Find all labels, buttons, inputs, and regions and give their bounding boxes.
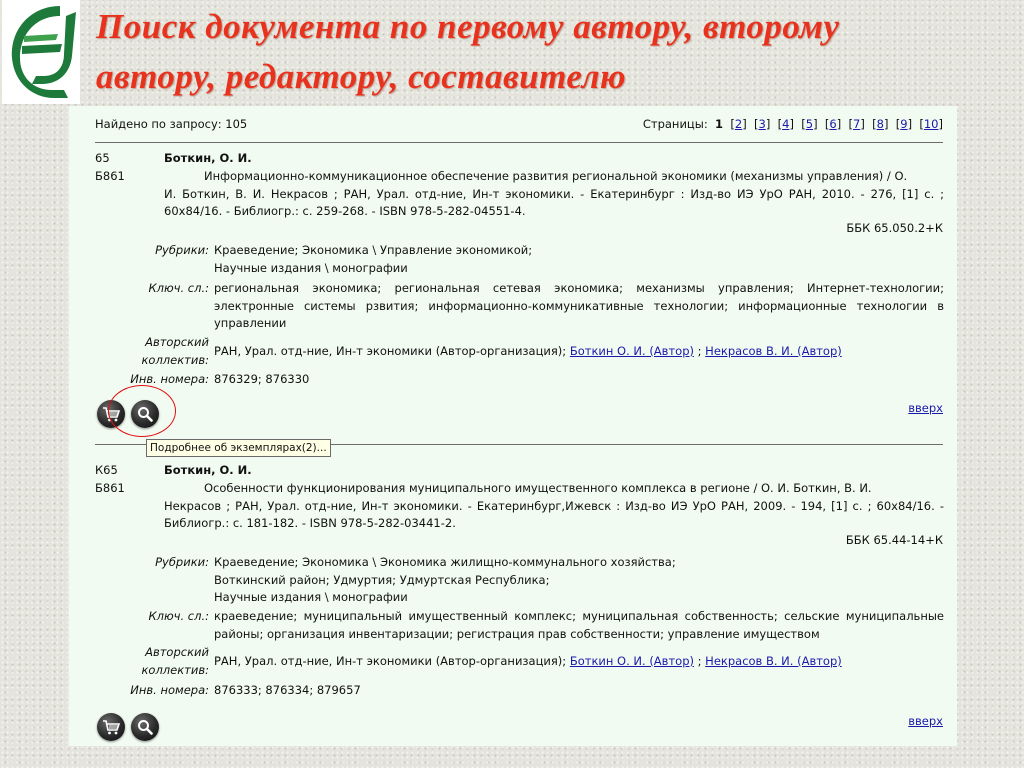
page-link-2[interactable]: 2 (734, 117, 743, 131)
record-1-author: Боткин, О. И. (164, 151, 252, 165)
page-link-4[interactable]: 4 (782, 117, 790, 131)
page-link-5[interactable]: 5 (805, 117, 814, 131)
page-link-10[interactable]: 10 (923, 117, 939, 131)
record-1-rubric: Научные издания \ монографии (214, 260, 408, 275)
record-1 (69, 150, 957, 450)
record-1-description (164, 168, 944, 221)
record-2-collective-label-l1: Авторский (145, 645, 209, 659)
record-1-description-first: Информационно-коммуникационное обеспечение развития региональной экономики (механизмы управления) / О. (204, 169, 908, 183)
details-tooltip: Подробнее об экземплярах(2)... (146, 439, 331, 457)
logo (2, 0, 80, 104)
slide-title (96, 2, 996, 102)
record-1-rubrics-label: Рубрики: (155, 243, 209, 257)
results-count-label: Найдено по запросу: (95, 117, 222, 131)
pagination-label: Страницы: (642, 117, 708, 131)
record-1-inv-label: Инв. номера: (130, 372, 209, 386)
record-2-collective-label (69, 644, 209, 679)
record-1-collective-label (69, 334, 209, 369)
record-2-cart-button[interactable] (97, 713, 125, 741)
pagination-current: 1 (715, 117, 724, 131)
record-2 (69, 462, 957, 746)
record-1-author-link-botkin[interactable]: Боткин О. И. (Автор) (569, 344, 694, 358)
record-2-author-link-nekrasov[interactable]: Некрасов В. И. (Автор) (705, 654, 842, 668)
record-1-keywords: региональная экономика; региональная сетевая экономика; механизмы управления; Интернет-технологии; электронные системы рзвития; информационно-коммуникативные технологии; информационные технологии в управлении (214, 281, 944, 331)
page-link-8[interactable]: 8 (876, 117, 884, 131)
record-1-collective-org: РАН, Урал. отд-ние, Ин-т экономики (Автор-организация); (214, 344, 567, 358)
slide-title-line-1: Поиск документа по первому автору, второму (96, 7, 840, 46)
record-1-collective-label-l2: коллектив: (141, 352, 209, 367)
record-2-author-link-botkin[interactable]: Боткин О. И. (Автор) (569, 654, 694, 668)
record-1-description-rest: И. Боткин, В. И. Некрасов ; РАН, Урал. отд-ние, Ин-т экономики. - Екатеринбург : Изд-во ИЭ УрО РАН, 2010. - 276, [1] с. ; 60x84/16. - Библиогр.: с. 259-268. - ISBN 978-5-282-04551-4. (164, 186, 944, 219)
record-2-code1: К65 (95, 463, 118, 477)
record-2-collective-org: РАН, Урал. отд-ние, Ин-т экономики (Автор-организация); (214, 654, 567, 668)
record-2-rubrics-label: Рубрики: (155, 555, 209, 569)
logo-icon (2, 0, 80, 104)
record-1-rubric: Краеведение; Экономика \ Управление экономикой; (214, 243, 533, 257)
record-1-collective: РАН, Урал. отд-ние, Ин-т экономики (Автор-организация); Боткин О. И. (Автор) ; Некрасов В. И. (Автор) (214, 344, 842, 358)
record-2-rubric: Научные издания \ монографии (214, 590, 408, 605)
record-2-author: Боткин, О. И. (164, 463, 252, 477)
results-count (95, 116, 247, 134)
record-2-rubrics (214, 554, 944, 607)
record-1-up-link[interactable]: вверх (908, 401, 943, 415)
record-2-collective-label-l2: коллектив: (141, 662, 209, 677)
record-2-collective: РАН, Урал. отд-ние, Ин-т экономики (Автор-организация); Боткин О. И. (Автор) ; Некрасов В. И. (Автор) (214, 654, 842, 668)
record-1-inv: 876329; 876330 (214, 372, 310, 386)
cart-icon (102, 719, 120, 735)
record-2-inv-label: Инв. номера: (130, 683, 209, 697)
search-results-panel (68, 106, 957, 746)
record-2-rubric: Краеведение; Экономика \ Экономика жилищно-коммунального хозяйства; (214, 555, 676, 569)
record-1-author-link-nekrasov[interactable]: Некрасов В. И. (Автор) (705, 344, 842, 358)
pagination: Страницы: 1 [2] [3] [4] [5] [6] [7] [8] [9] [10] (642, 117, 943, 131)
record-2-description (164, 480, 944, 533)
record-1-code2: Б861 (95, 169, 125, 183)
record-2-keywords: краеведение; муниципальный имущественный комплекс; муниципальная собственность; сельские муниципальные районы; организация инвентаризации; регистрация прав собственности; управление имуществом (214, 609, 944, 641)
slide-title-line-2: автору, редактору, составителю (96, 57, 627, 96)
header-divider (95, 142, 943, 143)
results-count-value: 105 (225, 117, 248, 131)
record-2-description-first: Особенности функционирования муниципального имущественного комплекса в регионе / О. И. Боткин, В. И. (204, 481, 872, 495)
record-1-rubrics (214, 242, 944, 277)
record-2-keywords-label: Ключ. сл.: (148, 609, 209, 623)
record-2-inv: 876333; 876334; 879657 (214, 683, 361, 697)
magnifier-icon (137, 719, 153, 735)
record-1-keywords-label: Ключ. сл.: (148, 281, 209, 295)
page-link-9[interactable]: 9 (900, 117, 908, 131)
record-2-up-link[interactable]: вверх (908, 714, 943, 728)
page-link-3[interactable]: 3 (758, 117, 766, 131)
page-link-7[interactable]: 7 (852, 117, 861, 131)
page-link-6[interactable]: 6 (829, 117, 837, 131)
record-1-collective-label-l1: Авторский (145, 335, 209, 349)
record-1-code1: 65 (95, 151, 110, 165)
record-1-bbk: ББК 65.050.2+К (846, 221, 943, 235)
record-2-rubric: Воткинский район; Удмуртия; Удмуртская Республика; (214, 572, 550, 587)
record-2-code2: Б861 (95, 481, 125, 495)
record-2-description-rest: Некрасов ; РАН, Урал. отд-ние, Ин-т экономики. - Екатеринбург,Ижевск : Изд-во ИЭ УрО РАН, 2009. - 194, [1] с. ; 60x84/16. - Библиогр.: с. 181-182. - ISBN 978-5-282-03441-2. (164, 498, 944, 531)
record-2-bbk: ББК 65.44-14+К (845, 533, 943, 547)
highlight-ring (108, 385, 176, 437)
record-2-details-button[interactable] (131, 713, 159, 741)
